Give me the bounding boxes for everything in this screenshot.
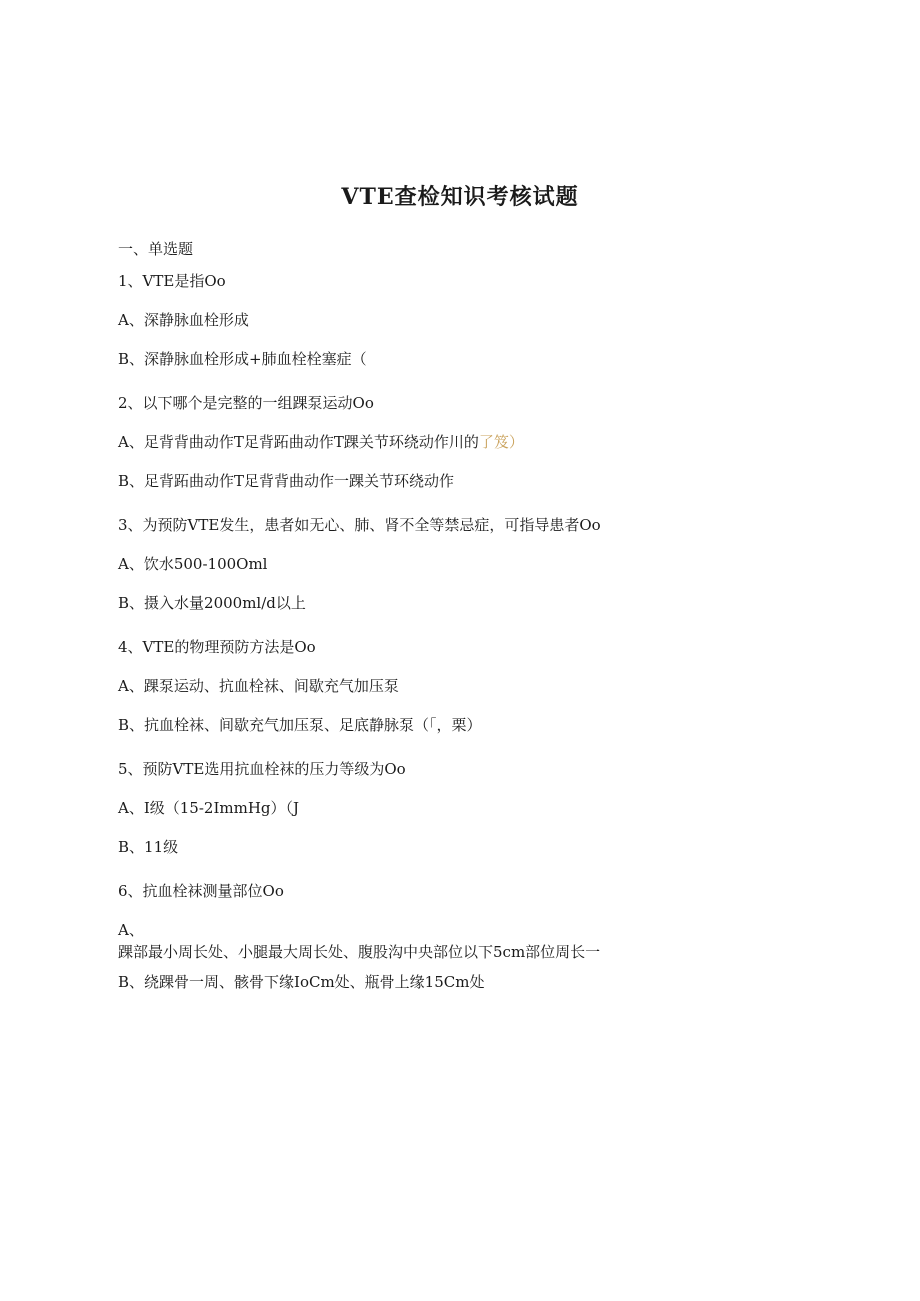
question-stem: 4、VTE的物理预防方法是Oo	[118, 638, 316, 656]
option-b: B、绕踝骨一周、骸骨下缘IoCm处、瓶骨上缘15Cm处	[118, 973, 485, 991]
option-tail-text: 了笈）	[478, 433, 524, 451]
question-4	[118, 636, 818, 736]
option-b: B、11级	[118, 838, 179, 856]
option-letter: A、	[118, 921, 144, 939]
question-stem: 3、为预防VTE发生，患者如无心、肺、肾不全等禁忌症，可指导患者Oo	[118, 516, 601, 534]
option-a	[118, 919, 818, 963]
option-text: A、足背背曲动作T足背跖曲动作T踝关节环绕动作川的	[118, 433, 479, 451]
option-text: 踝部最小周长处、小腿最大周长处、腹股沟中央部位以下5cm部位周长一	[118, 943, 601, 961]
section-heading: 一、单选题	[118, 240, 194, 258]
option-a: A、饮水500-100Oml	[118, 555, 268, 573]
option-b: B、摄入水量2000ml∕d以上	[118, 594, 306, 612]
option-a: A、I级（15-2ImmHg）（J	[118, 799, 300, 817]
option-b: B、足背跖曲动作T足背背曲动作一踝关节环绕动作	[118, 472, 455, 490]
question-stem: 1、VTE是指Oo	[118, 272, 226, 290]
question-stem: 2、以下哪个是完整的一组踝泵运动Oo	[118, 394, 374, 412]
question-stem: 6、抗血栓袜测量部位Oo	[118, 882, 284, 900]
option-a: A、深静脉血栓形成	[118, 311, 249, 329]
option-b: B、深静脉血栓形成+肺血栓栓塞症（	[118, 350, 367, 368]
option-a	[118, 431, 818, 453]
option-a: A、踝泵运动、抗血栓袜、间歇充气加压泵	[118, 677, 399, 695]
page-title: VTE查检知识考核试题	[341, 184, 579, 210]
question-2	[118, 392, 818, 492]
question-5	[118, 758, 818, 858]
question-6	[118, 880, 818, 993]
question-list	[118, 270, 818, 1015]
question-1	[118, 270, 818, 370]
question-3	[118, 514, 818, 614]
option-b: B、抗血栓袜、间歇充气加压泵、足底静脉泵（「，栗）	[118, 716, 482, 734]
question-stem: 5、预防VTE选用抗血栓袜的压力等级为Oo	[118, 760, 406, 778]
